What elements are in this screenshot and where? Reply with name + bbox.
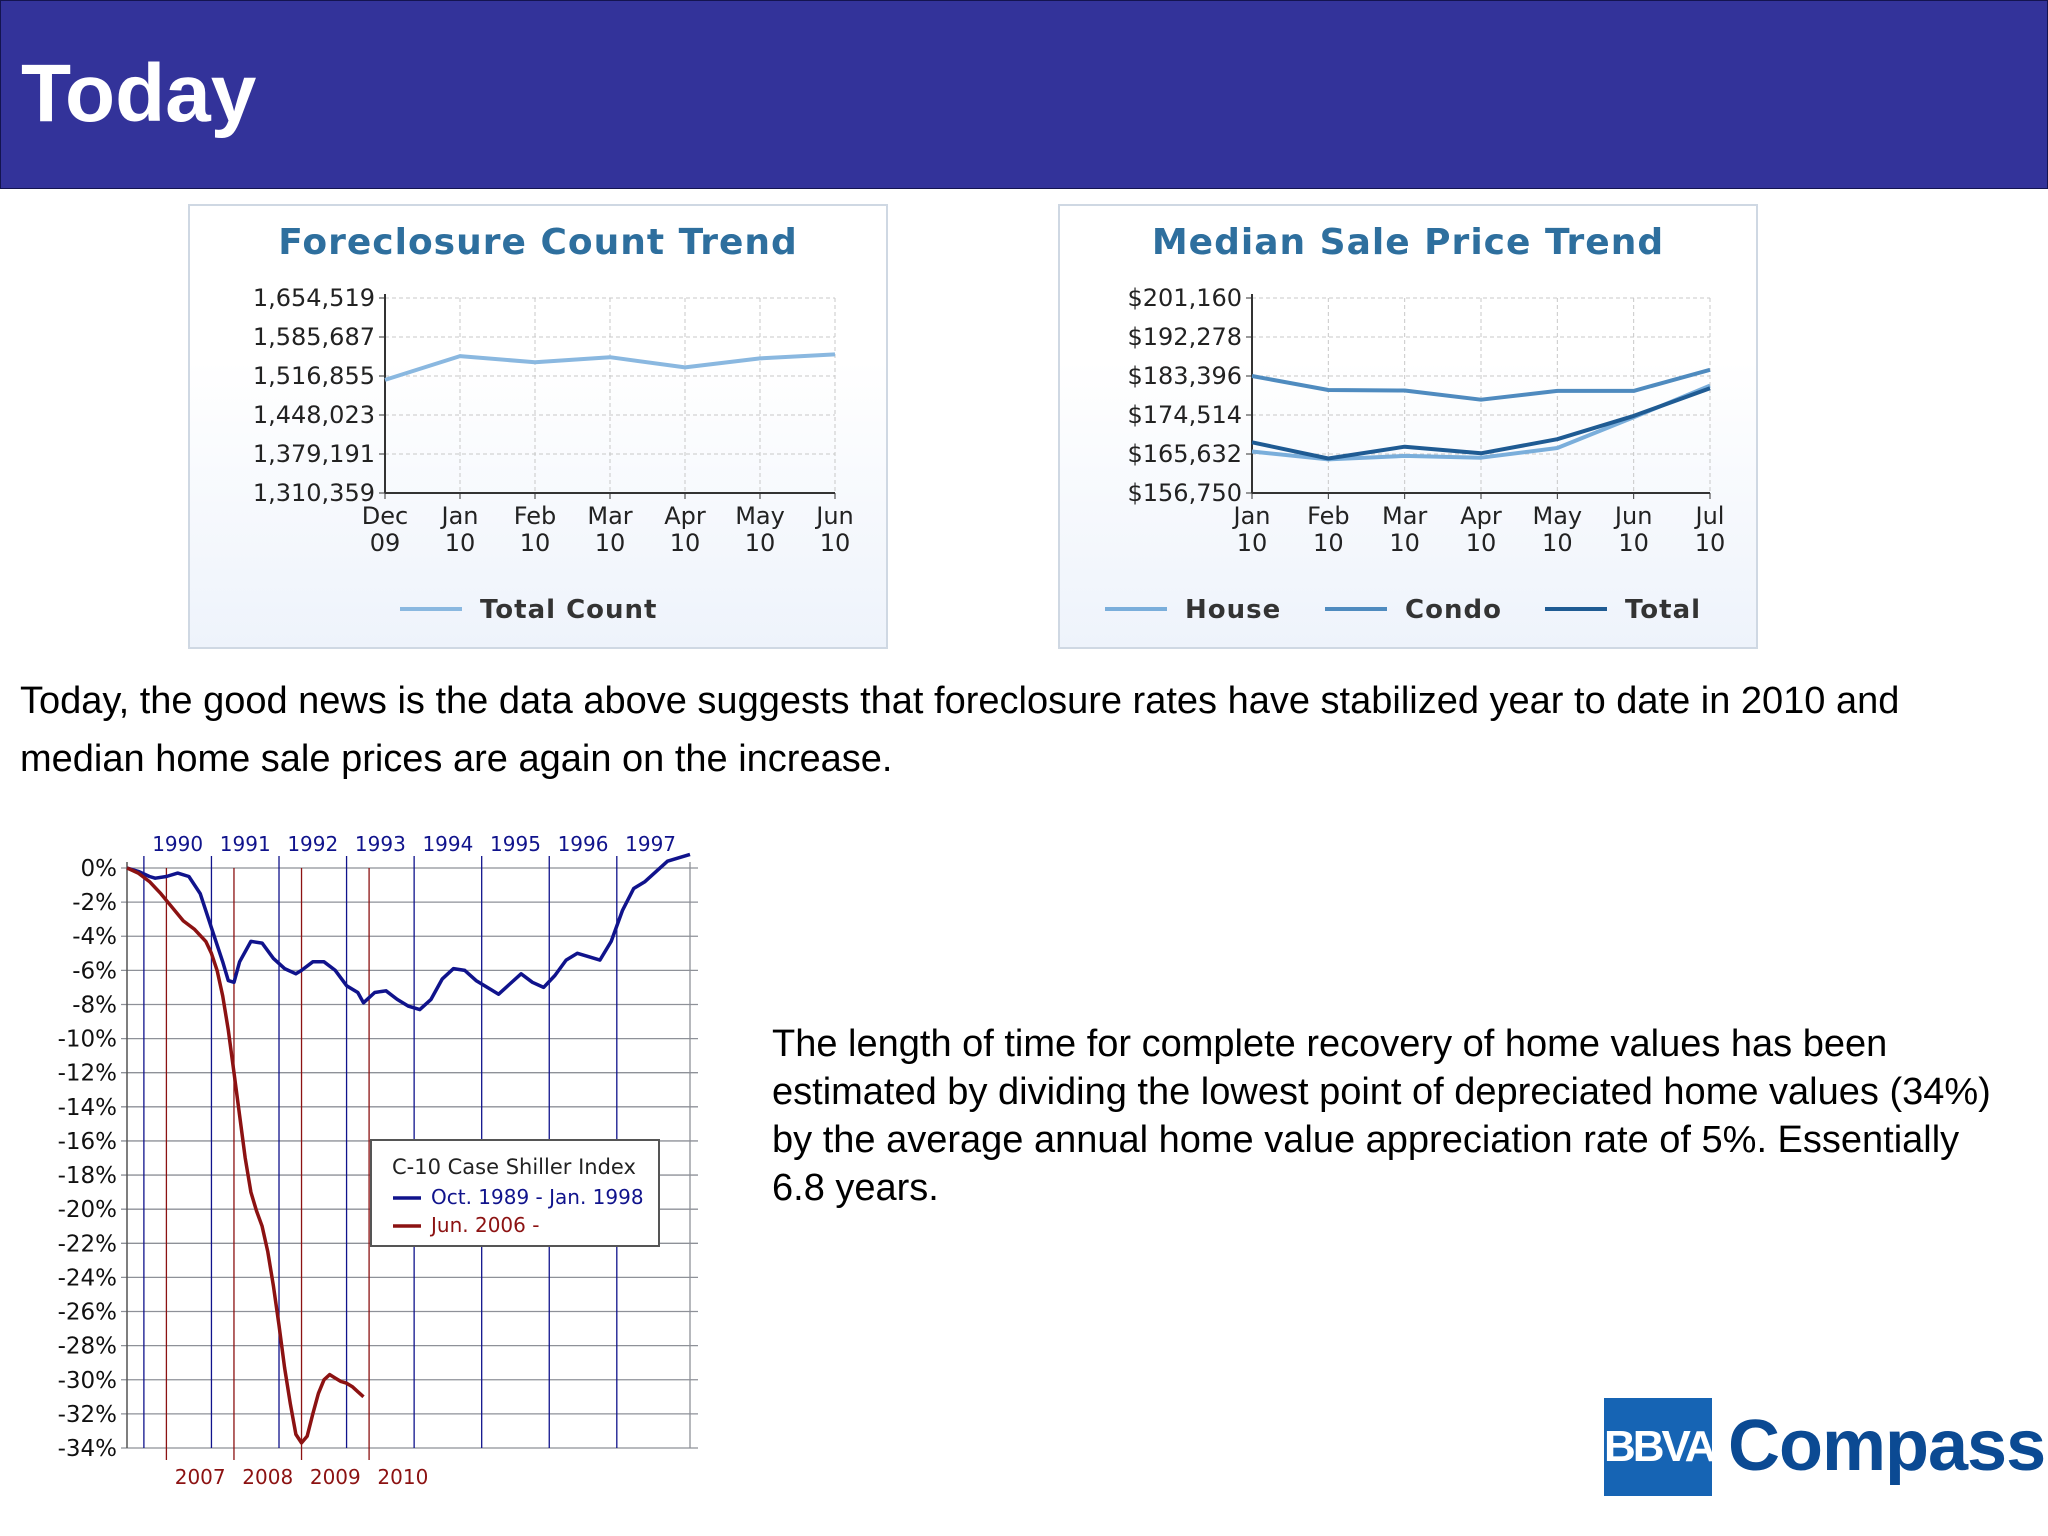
bottom-year-label: 2010 (377, 1465, 429, 1489)
x-tick-label: 10 (669, 529, 701, 557)
y-tick-label: -32% (57, 1401, 117, 1428)
chart-title: Median Sale Price Trend (1151, 222, 1665, 263)
x-tick-label: Jan (441, 502, 479, 530)
x-tick-label: Feb (513, 502, 557, 530)
x-tick-label: Dec (361, 502, 409, 530)
y-tick-label: 1,310,359 (252, 479, 375, 507)
y-tick-label: $183,396 (1127, 362, 1242, 390)
legend-label: Oct. 1989 - Jan. 1998 (431, 1185, 644, 1209)
recovery-paragraph: The length of time for complete recovery of home values has been estimated by dividing the lowest point of depreciated home values (34%) by the average annual home value appreciation rate of 5%. Essentially 6.8 years. (772, 1023, 1991, 1209)
top-year-label: 1993 (354, 832, 406, 856)
legend-label: Jun. 2006 - (431, 1213, 540, 1237)
top-year-label: 1994 (422, 832, 474, 856)
page-title: Today (21, 48, 257, 139)
bottom-year-label: 2008 (242, 1465, 294, 1489)
chart-title: Foreclosure Count Trend (278, 222, 798, 263)
x-tick-label: Feb (1307, 502, 1350, 530)
y-tick-label: 0% (80, 856, 117, 882)
x-tick-label: Mar (1382, 502, 1428, 530)
case-shiller-chart (40, 820, 700, 1490)
x-tick-label: Jul (1695, 502, 1725, 530)
x-tick-label: Jan (1233, 502, 1271, 530)
y-tick-label: -26% (57, 1299, 117, 1326)
y-tick-label: -4% (72, 924, 117, 951)
median-price-chart-panel (1058, 204, 1758, 649)
y-tick-label: 1,585,687 (252, 323, 375, 351)
logo-badge: BBVA (1604, 1398, 1712, 1496)
top-year-label: 1995 (490, 832, 541, 856)
intro-paragraph: Today, the good news is the data above suggests that foreclosure rates have stabilized year to date in 2010 and median home sale prices are again on the increase. (20, 680, 1900, 780)
y-tick-label: -20% (57, 1197, 117, 1224)
y-tick-label: 1,516,855 (252, 362, 375, 390)
x-tick-label: Mar (587, 502, 633, 530)
top-year-label: 1997 (625, 832, 677, 856)
bottom-year-label: 2007 (174, 1465, 226, 1489)
y-tick-label: $192,278 (1127, 323, 1242, 351)
y-tick-label: -8% (72, 992, 117, 1019)
y-tick-label: -18% (57, 1163, 117, 1190)
legend-label: Condo (1405, 595, 1502, 625)
y-tick-label: $156,750 (1127, 479, 1242, 507)
x-tick-label: May (1532, 502, 1583, 530)
y-tick-label: -10% (57, 1026, 117, 1053)
y-tick-label: 1,448,023 (252, 401, 375, 429)
top-year-label: 1991 (219, 832, 271, 856)
y-tick-label: 1,654,519 (252, 284, 375, 312)
y-tick-label: $174,514 (1127, 401, 1242, 429)
x-tick-label: 10 (1465, 529, 1497, 557)
y-tick-label: -28% (57, 1333, 117, 1360)
x-tick-label: 10 (1389, 529, 1420, 557)
y-tick-label: $165,632 (1127, 440, 1242, 468)
legend-title: C-10 Case Shiller Index (392, 1155, 636, 1179)
x-tick-label: May (735, 502, 785, 530)
y-tick-label: -34% (57, 1436, 117, 1462)
top-year-label: 1996 (557, 832, 609, 856)
x-tick-label: 10 (819, 529, 851, 557)
x-tick-label: 10 (1542, 529, 1573, 557)
legend-label: Total (1625, 595, 1702, 625)
x-tick-label: Apr (1460, 502, 1502, 530)
bottom-year-label: 2009 (309, 1465, 361, 1489)
legend-label: Total Count (480, 595, 658, 625)
x-tick-label: 10 (1694, 529, 1726, 557)
legend-label: House (1185, 595, 1282, 625)
x-tick-label: Jun (816, 502, 854, 530)
top-year-label: 1990 (152, 832, 204, 856)
y-tick-label: -30% (57, 1367, 117, 1394)
y-tick-label: -24% (57, 1265, 117, 1292)
median-sale-price-chart (1060, 206, 1760, 651)
x-tick-label: Jun (1614, 502, 1653, 530)
header-bar (0, 0, 2048, 189)
logo-wordmark: Compass (1728, 1406, 2046, 1486)
x-tick-label: 10 (519, 529, 551, 557)
foreclosure-chart-panel (188, 204, 888, 649)
y-tick-label: -22% (57, 1231, 117, 1258)
top-year-label: 1992 (287, 832, 339, 856)
foreclosure-count-chart (190, 206, 890, 651)
x-tick-label: 10 (594, 529, 626, 557)
bbva-compass-logo (1604, 1396, 2046, 1496)
y-tick-label: -16% (57, 1128, 117, 1155)
y-tick-label: -14% (57, 1094, 117, 1121)
y-tick-label: $201,160 (1127, 284, 1242, 312)
x-tick-label: 10 (1618, 529, 1649, 557)
x-tick-label: 09 (369, 529, 401, 557)
y-tick-label: -2% (72, 890, 117, 917)
x-tick-label: 10 (1313, 529, 1344, 557)
x-tick-label: 10 (444, 529, 476, 557)
x-tick-label: 10 (1236, 529, 1268, 557)
x-tick-label: Apr (664, 502, 706, 530)
y-tick-label: 1,379,191 (252, 440, 375, 468)
x-tick-label: 10 (744, 529, 776, 557)
y-tick-label: -12% (57, 1060, 117, 1087)
y-tick-label: -6% (72, 958, 117, 985)
